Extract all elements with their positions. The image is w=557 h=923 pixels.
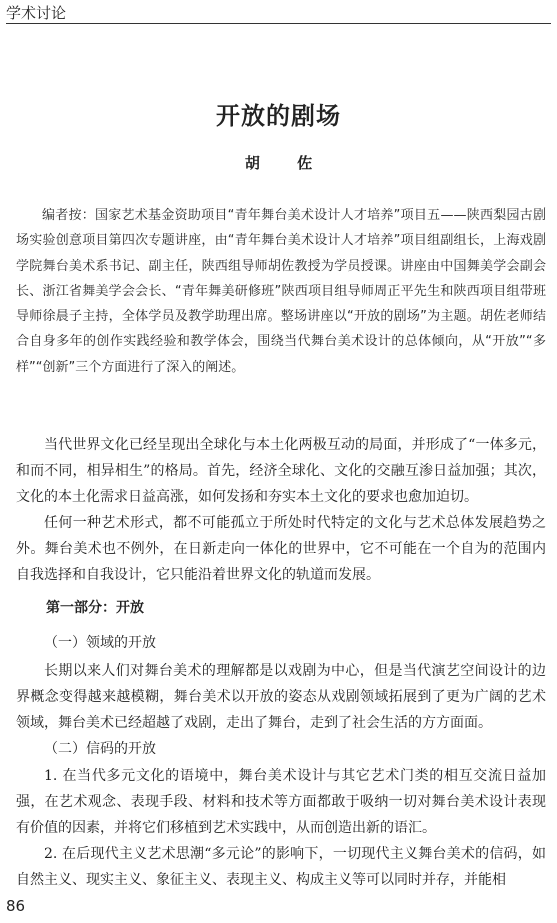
section-label: 学术讨论	[6, 4, 67, 22]
header-rule	[6, 23, 551, 24]
article-title: 开放的剧场	[216, 102, 341, 130]
page-number: 86	[6, 897, 26, 915]
subsection1-body	[16, 658, 546, 736]
body-paragraph: 1. 在当代多元文化的语境中，舞台美术设计与其它艺术门类的相互交流日益加强，在艺术观念、表现手段、材料和技术等方面都敢于吸纳一切对舞台美术设计表现有价值的因素，并将它们移植到艺术实践中，从而创造出新的语汇。	[16, 768, 546, 836]
intro-section	[16, 432, 546, 588]
running-header	[6, 0, 551, 24]
body-paragraph: 长期以来人们对舞台美术的理解都是以戏剧为中心，但是当代演艺空间设计的边界概念变得越来越模糊，舞台美术以开放的姿态从戏剧领域拓展到了更为广阔的艺术领域，舞台美术已经超越了戏剧，走出了舞台，走到了社会生活的方方面面。	[16, 663, 546, 731]
body-paragraph: 2. 在后现代主义艺术思潮“多元论”的影响下，一切现代主义舞台美术的信码，如自然主义、现实主义、象征主义、表现主义、构成主义等可以同时并存，并能相	[16, 846, 546, 888]
editor-note: 编者按：国家艺术基金资助项目“青年舞台美术设计人才培养”项目五——陕西梨园古剧场实验创意项目第四次专题讲座，由“青年舞台美术设计人才培养”项目组副组长，上海戏剧学院舞台美术系书记、副主任，陕西组导师胡佐教授为学员授课。讲座由中国舞美学会副会长、浙江省舞美学会会长、“青年舞美研修班”陕西项目组导师周正平先生和陕西项目组带班导师徐晨子主持，全体学员及教学助理出席。整场讲座以“开放的剧场”为主题。胡佐老师结合自身多年的创作实践经验和教学体会，围绕当代舞台美术设计的总体倾向，从“开放”“多样”“创新”三个方面进行了深入的阐述。	[16, 208, 546, 375]
subsection2-body	[16, 763, 546, 893]
intro-paragraph: 任何一种艺术形式，都不可能孤立于所处时代特定的文化与艺术总体发展趋势之外。舞台美术也不例外，在日新走向一体化的世界中，它不可能在一个自为的范围内自我选择和自我设计，它只能沿着世界文化的轨道而发展。	[16, 515, 546, 583]
subsection2-heading: （二）信码的开放	[44, 741, 156, 757]
part1-heading: 第一部分：开放	[46, 600, 144, 616]
intro-paragraph: 当代世界文化已经呈现出全球化与本土化两极互动的局面，并形成了“一体多元，和而不同，相异相生”的格局。首先，经济全球化、文化的交融互渗日益加强；其次，文化的本土化需求日益高涨，如何发扬和夯实本土文化的要求也愈加迫切。	[16, 437, 546, 505]
subsection1-heading: （一）领域的开放	[44, 635, 156, 651]
article-author: 胡 佐	[244, 154, 329, 172]
